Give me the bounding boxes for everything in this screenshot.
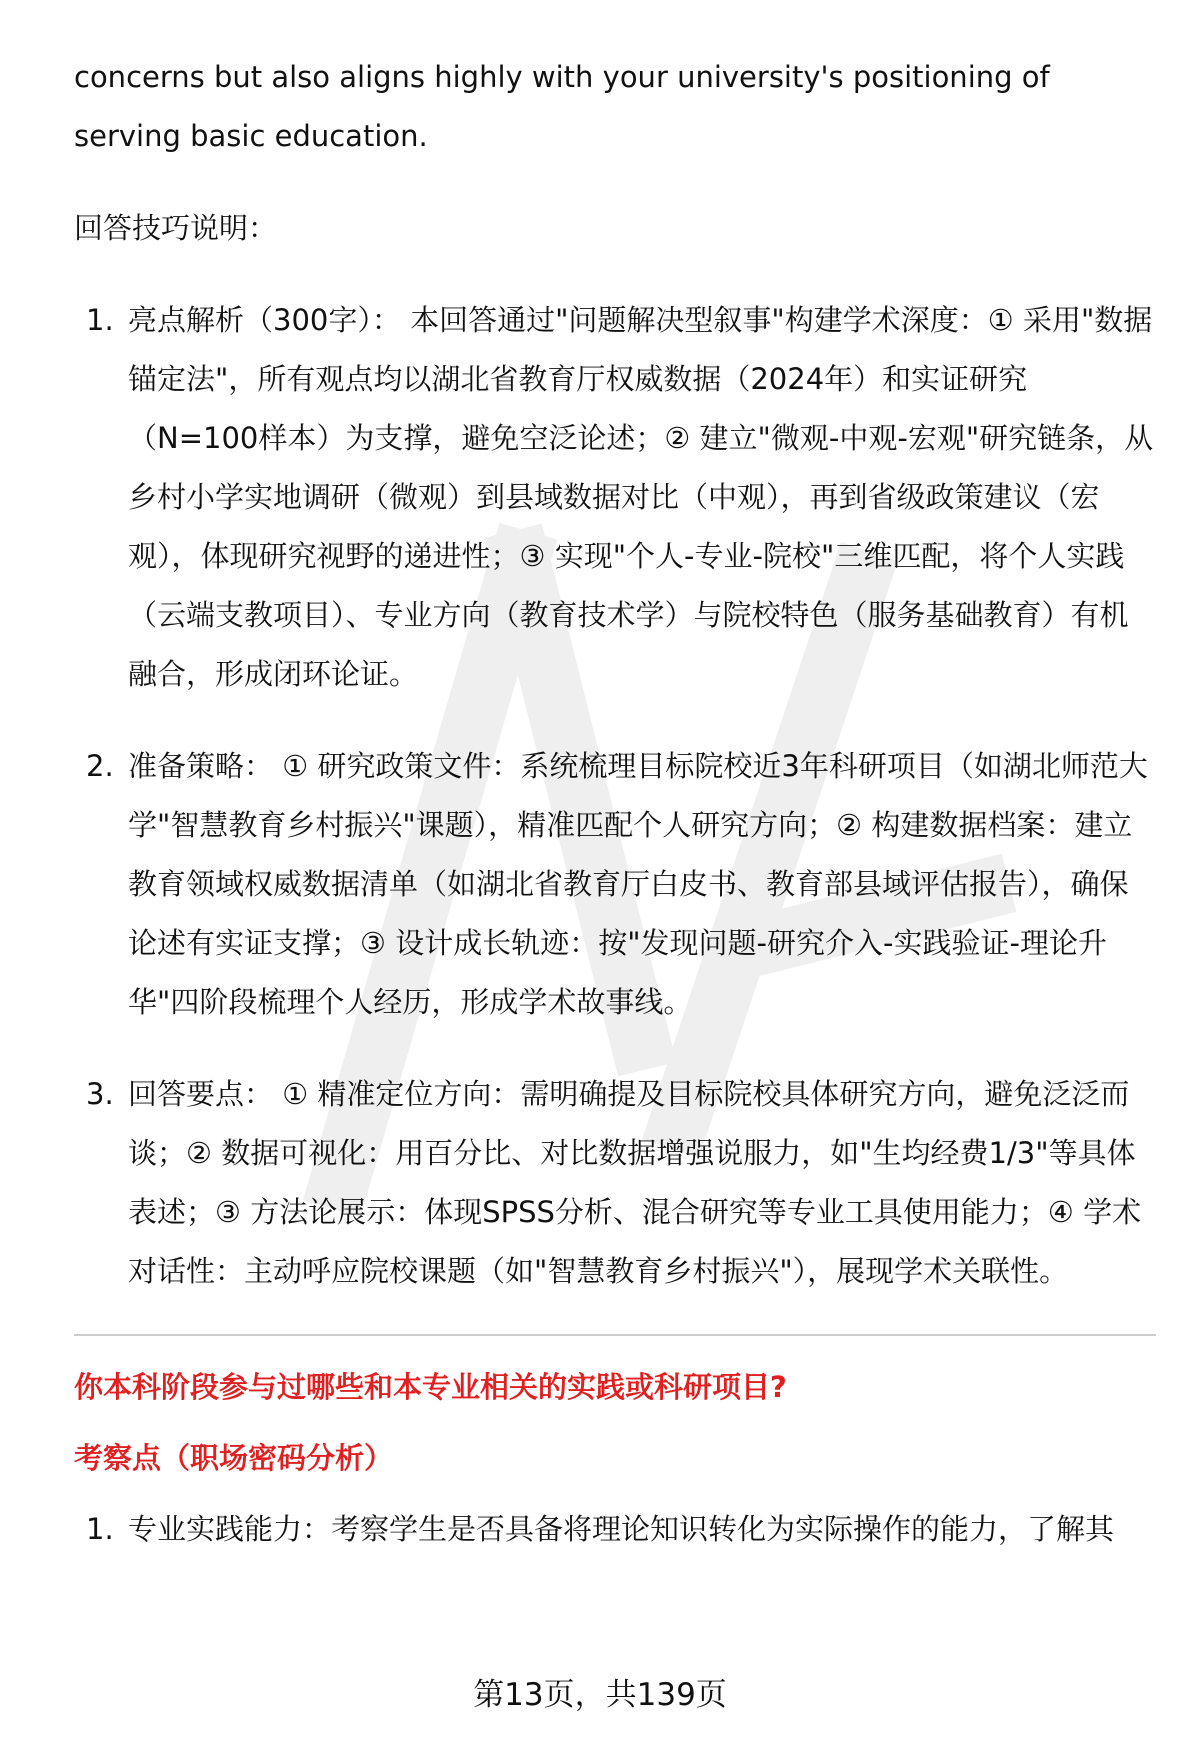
list-item — [74, 737, 1154, 1032]
list-number: 2. — [86, 749, 114, 783]
page-content — [74, 48, 1154, 1559]
list-item-text: 亮点解析（300字）： 本回答通过"问题解决型叙事"构建学术深度：① 采用"数据锚定法"，所有观点均以湖北省教育厅权威数据（2024年）和实证研究（N=100样本）为支撑，避免空泛论述；② 建立"微观-中观-宏观"研究链条，从乡村小学实地调研（微观）到县域数据对比（中观），再到省级政策建议（宏观），体现研究视野的递进性；③ 实现"个人-专业-院校"三维匹配，将个人实践（云端支教项目）、专业方向（教育技术学）与院校特色（服务基础教育）有机融合，形成闭环论证。 — [128, 303, 1154, 691]
list-number: 1. — [86, 1512, 114, 1546]
list-item-text: 回答要点： ① 精准定位方向：需明确提及目标院校具体研究方向，避免泛泛而谈；② 数据可视化：用百分比、对比数据增强说服力，如"生均经费1/3"等具体表述；③ 方法论展示：体现SPSS分析、混合研究等专业工具使用能力；④ 学术对话性：主动呼应院校课题（如"智慧教育乡村振兴"），展现学术关联性。 — [128, 1077, 1142, 1288]
question-heading: 你本科阶段参与过哪些和本专业相关的实践或科研项目? — [74, 1370, 787, 1404]
page-footer: 第13页，共139页 — [473, 1677, 727, 1713]
list-item-text: 准备策略： ① 研究政策文件：系统梳理目标院校近3年科研项目（如湖北师范大学"智慧教育乡村振兴"课题），精准匹配个人研究方向；② 构建数据档案：建立教育领域权威数据清单（如湖北省教育厅白皮书、教育部县域评估报告），确保论述有实证支撑；③ 设计成长轨迹：按"发现问题-研究介入-实践验证-理论升华"四阶段梳理个人经历，形成学术故事线。 — [128, 749, 1148, 1019]
section-heading: 考察点（职场密码分析） — [74, 1441, 394, 1475]
list-number: 1. — [86, 303, 114, 337]
tips-list — [74, 291, 1154, 1301]
tips-title: 回答技巧说明： — [74, 211, 278, 245]
list-item — [74, 1065, 1154, 1301]
points-list — [74, 1500, 1154, 1559]
list-number: 3. — [86, 1077, 114, 1111]
section-divider — [74, 1334, 1156, 1336]
list-item — [74, 1500, 1154, 1559]
list-item — [74, 291, 1154, 704]
list-item-text: 专业实践能力：考察学生是否具备将理论知识转化为实际操作的能力，了解其 — [128, 1512, 1115, 1546]
intro-paragraph: concerns but also aligns highly with your university's positioning of serving basic education. — [74, 60, 1050, 153]
